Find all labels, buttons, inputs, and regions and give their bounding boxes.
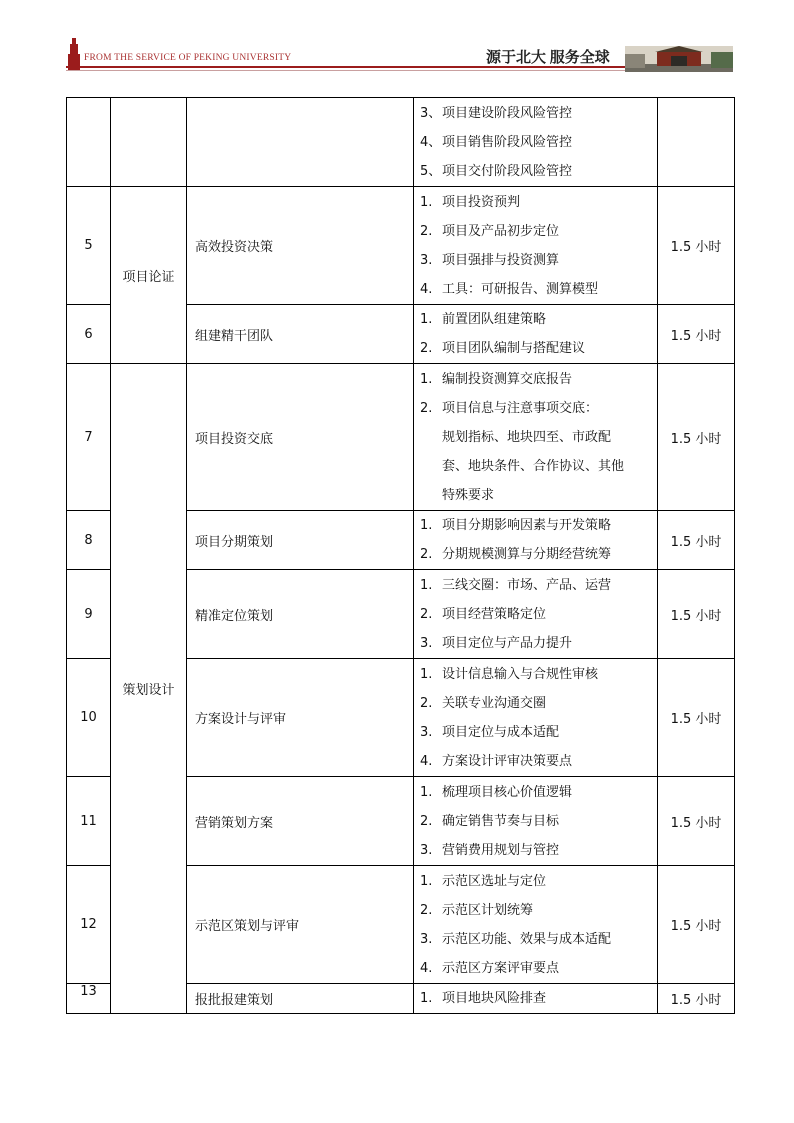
item-text: 项目地块风险排查 (442, 991, 547, 1006)
item-text: 示范区功能、效果与成本适配 (442, 931, 612, 947)
item-number: 4. (420, 281, 433, 297)
item-text: 关联专业沟通交圈 (442, 695, 547, 711)
table-row (67, 364, 735, 511)
item-text: 方案设计评审决策要点 (442, 753, 573, 769)
topic-cell: 营销策划方案 (187, 777, 414, 866)
item-number: 1. (420, 577, 433, 593)
content-cell (414, 187, 658, 305)
content-cell (414, 511, 658, 570)
item-number: 1. (420, 873, 433, 889)
duration-cell: 1.5 小时 (658, 187, 735, 305)
item-text: 分期规模测算与分期经营统筹 (442, 547, 612, 562)
item-text: 工具：可研报告、测算模型 (442, 281, 599, 297)
item-number: 2. (420, 341, 433, 356)
item-number: 4. (420, 753, 433, 769)
item-number: 5、 (420, 163, 442, 179)
item-text: 确定销售节奏与目标 (442, 813, 560, 829)
item-number: 1. (420, 371, 433, 387)
item-text: 设计信息输入与合规性审核 (442, 666, 599, 682)
row-number: 7 (67, 364, 111, 511)
content-cell (414, 659, 658, 777)
topic-cell: 项目分期策划 (187, 511, 414, 570)
duration-cell: 1.5 小时 (658, 305, 735, 364)
row-number (67, 98, 111, 187)
duration-cell: 1.5 小时 (658, 777, 735, 866)
university-gate-image (625, 46, 733, 72)
page-header (0, 0, 794, 80)
item-text: 项目投资预判 (442, 194, 521, 210)
item-text: 示范区方案评审要点 (442, 960, 560, 976)
duration-cell: 1.5 小时 (658, 364, 735, 511)
item-text: 项目建设阶段风险管控 (442, 105, 573, 121)
item-number: 1. (420, 666, 433, 682)
item-number: 3. (420, 252, 433, 268)
topic-cell: 精准定位策划 (187, 570, 414, 659)
item-number: 4、 (420, 134, 442, 150)
module-cell (111, 98, 187, 187)
item-number: 4. (420, 960, 433, 976)
item-text: 项目强排与投资测算 (442, 252, 560, 268)
item-text: 梳理项目核心价值逻辑 (442, 784, 573, 800)
item-text: 规划指标、地块四至、市政配 (442, 429, 612, 445)
row-number: 11 (67, 777, 111, 866)
item-number: 2. (420, 902, 433, 918)
row-number: 9 (67, 570, 111, 659)
content-cell (414, 98, 658, 187)
item-number: 3. (420, 635, 433, 651)
item-number: 3. (420, 842, 433, 858)
content-cell (414, 866, 658, 984)
item-text: 套、地块条件、合作协议、其他 (442, 458, 625, 474)
item-text: 前置团队组建策略 (442, 312, 547, 327)
content-cell (414, 777, 658, 866)
item-number: 1. (420, 784, 433, 800)
row-number: 10 (67, 659, 111, 777)
item-text: 项目分期影响因素与开发策略 (442, 518, 612, 533)
item-number: 3、 (420, 105, 442, 121)
content-cell (414, 984, 658, 1014)
item-text: 营销费用规划与管控 (442, 842, 560, 858)
duration-cell: 1.5 小时 (658, 511, 735, 570)
topic-cell: 项目投资交底 (187, 364, 414, 511)
item-text: 项目定位与成本适配 (442, 724, 560, 740)
row-number: 6 (67, 305, 111, 364)
topic-cell (187, 98, 414, 187)
duration-cell (658, 98, 735, 187)
topic-cell: 组建精干团队 (187, 305, 414, 364)
row-number: 13 (67, 984, 111, 1014)
content-cell (414, 364, 658, 511)
item-number: 2. (420, 695, 433, 711)
duration-cell: 1.5 小时 (658, 570, 735, 659)
row-number: 5 (67, 187, 111, 305)
item-text: 项目交付阶段风险管控 (442, 163, 573, 179)
topic-cell: 示范区策划与评审 (187, 866, 414, 984)
module-cell: 项目论证 (111, 187, 187, 364)
item-text: 特殊要求 (442, 487, 495, 503)
item-number: 2. (420, 813, 433, 829)
course-schedule-table (66, 97, 735, 1014)
table-row (67, 187, 735, 305)
header-rule-thin (66, 70, 626, 71)
item-number: 1. (420, 991, 433, 1006)
item-text: 项目信息与注意事项交底： (442, 400, 599, 416)
item-number: 2. (420, 400, 433, 416)
duration-cell: 1.5 小时 (658, 984, 735, 1014)
content-cell (414, 570, 658, 659)
table-row (67, 98, 735, 187)
item-text: 项目经营策略定位 (442, 606, 547, 622)
header-slogan-cn: 源于北大 服务全球 (486, 50, 610, 66)
item-text: 项目团队编制与搭配建议 (442, 341, 586, 356)
item-text: 项目定位与产品力提升 (442, 635, 573, 651)
item-number: 1. (420, 194, 433, 210)
item-number: 2. (420, 606, 433, 622)
item-number: 2. (420, 547, 433, 562)
item-text: 示范区计划统筹 (442, 902, 534, 918)
item-text: 示范区选址与定位 (442, 873, 547, 889)
item-number: 1. (420, 312, 433, 327)
row-number: 8 (67, 511, 111, 570)
module-cell: 策划设计 (111, 364, 187, 1014)
item-number: 3. (420, 931, 433, 947)
item-text: 项目及产品初步定位 (442, 223, 560, 239)
topic-cell: 报批报建策划 (187, 984, 414, 1014)
header-slogan-en: FROM THE SERVICE OF PEKING UNIVERSITY (84, 53, 292, 63)
item-number: 2. (420, 223, 433, 239)
item-number: 3. (420, 724, 433, 740)
item-text: 项目销售阶段风险管控 (442, 134, 573, 150)
item-text: 编制投资测算交底报告 (442, 371, 573, 387)
duration-cell: 1.5 小时 (658, 659, 735, 777)
row-number: 12 (67, 866, 111, 984)
duration-cell: 1.5 小时 (658, 866, 735, 984)
topic-cell: 高效投资决策 (187, 187, 414, 305)
content-cell (414, 305, 658, 364)
item-number: 1. (420, 518, 433, 533)
item-text: 三线交圈：市场、产品、运营 (442, 577, 612, 593)
topic-cell: 方案设计与评审 (187, 659, 414, 777)
